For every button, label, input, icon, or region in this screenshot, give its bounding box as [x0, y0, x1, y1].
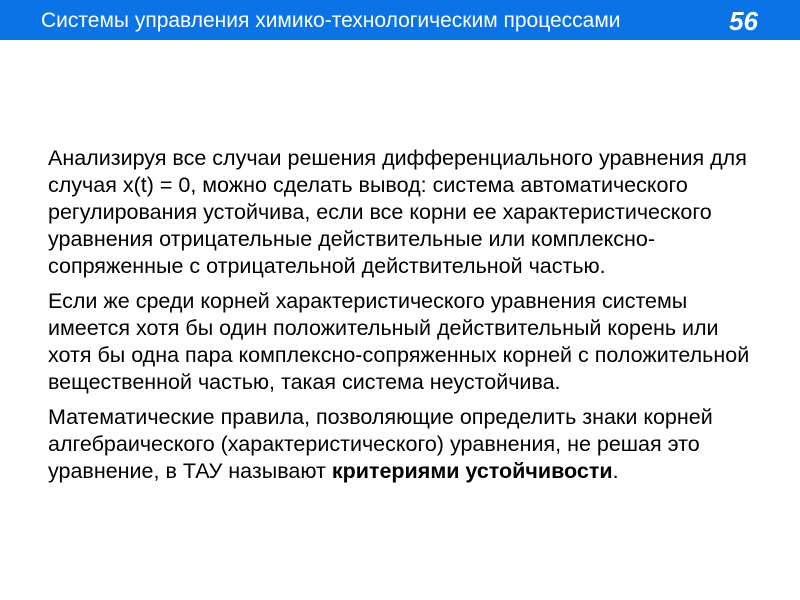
paragraph-instability-condition: Если же среди корней характеристического уравнения системы имеется хотя бы один положительный действительный корень или хотя бы одна пара комплексно-сопряженных корней с положительной вещественной частью, такая система неустойчива.	[48, 289, 750, 394]
paragraph-stability-condition: Анализируя все случаи решения дифференциального уравнения для случая x(t) = 0, можно сделать вывод: система автоматического регулирования устойчива, если все корни ее характеристического уравнения отрицательные действительные или комплексно-сопряженные с отрицательной действительной частью.	[48, 146, 747, 278]
slide-header	[0, 0, 800, 40]
slide-title: Системы управления химико-технологическим процессами	[41, 9, 621, 32]
slide-content	[48, 145, 760, 493]
paragraph-end-punctuation: .	[612, 459, 619, 483]
page-number: 56	[729, 6, 758, 36]
paragraph-stability-criteria-text: Математические правила, позволяющие определить знаки корней алгебраического (характеристического) уравнения, не решая это уравнение, в ТАУ называют	[48, 405, 713, 483]
stability-criteria-term: критериями устойчивости	[331, 459, 613, 483]
paragraph-stability-criteria	[48, 404, 760, 485]
